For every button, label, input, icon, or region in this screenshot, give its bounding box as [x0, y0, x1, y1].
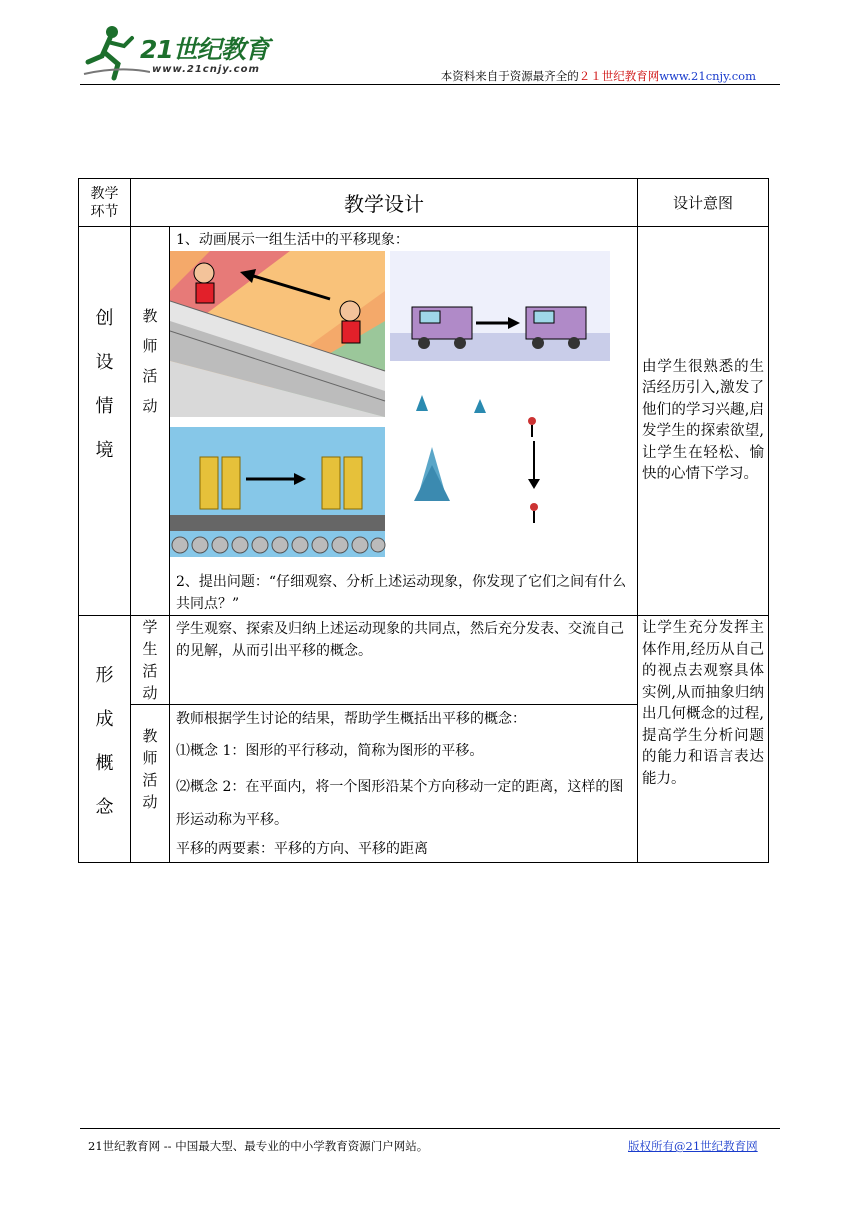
footer-divider	[80, 1128, 780, 1129]
head-design: 教学设计	[131, 179, 638, 227]
role-label-student: 学 生 活 动	[142, 618, 158, 702]
section-cell	[79, 227, 131, 616]
translation-examples-image	[170, 251, 610, 569]
content-cell	[170, 616, 638, 705]
table-row	[79, 227, 769, 616]
teacher-activity-line-1: 教师根据学生讨论的结果，帮助学生概括出平移的概念：	[176, 711, 526, 727]
logo-url: www.21cnjy.com	[152, 64, 260, 75]
teacher-activity-line-2: ⑴概念 1：图形的平行移动，简称为图形的平移。	[176, 743, 484, 759]
intent-text-2: 让学生充分发挥主体作用,经历从自己的视点去观察具体实例,从而抽象归纳出几何概念的过程,提高学生分析问题的能力和语言表达能力。	[642, 620, 764, 787]
section-cell	[79, 616, 131, 863]
content-cell	[170, 705, 638, 863]
intent-cell	[638, 616, 769, 863]
intent-text-1: 由学生很熟悉的生活经历引入,激发了他们的学习兴趣,启发学生的探索欲望,让学生在轻松、愉快的心情下学习。	[642, 358, 764, 482]
content-line-2: 2、提出问题：“仔细观察、分析上述运动现象，你发现了它们之间有什么共同点？”	[176, 574, 627, 612]
site-logo[interactable]	[80, 22, 290, 82]
role-label-teacher-2: 教 师 活 动	[142, 727, 158, 811]
footer-copyright-link[interactable]: 版权所有@21世纪教育网	[628, 1139, 758, 1153]
skier-scene	[414, 395, 540, 523]
table-row	[79, 616, 769, 705]
role-cell	[131, 616, 170, 705]
truck-scene	[390, 251, 610, 361]
translation-animation-illustration	[170, 251, 610, 571]
content-cell	[170, 227, 638, 616]
header-note-prefix: 本资料来自于资源最齐全的	[440, 69, 579, 83]
header-note-url[interactable]: www.21cnjy.com	[659, 69, 756, 83]
role-label-teacher: 教 师 活 动	[142, 307, 158, 415]
role-cell	[131, 705, 170, 863]
page-header	[80, 22, 780, 86]
escalator-scene	[170, 251, 385, 417]
section-label-concept: 形 成 概 念	[95, 665, 114, 818]
table-header-row	[79, 179, 769, 227]
head-intent: 设计意图	[638, 179, 769, 227]
role-cell	[131, 227, 170, 616]
teacher-activity-line-4: 平移的两要素：平移的方向、平移的距离	[176, 841, 428, 857]
header-note	[441, 68, 756, 84]
header-divider	[80, 84, 780, 85]
footer-left-text: 21世纪教育网 -- 中国最大型、最专业的中小学教育资源门户网站。	[88, 1139, 429, 1153]
content-line-1: 1、动画展示一组生活中的平移现象：	[176, 232, 409, 248]
teacher-activity-line-3: ⑵概念 2：在平面内，将一个图形沿某个方向移动一定的距离，这样的图形运动称为平移。	[176, 779, 624, 828]
bottles-scene	[170, 427, 385, 557]
student-activity-text: 学生观察、探索及归纳上述运动现象的共同点，然后充分发表、交流自己的见解，从而引出平移的概念。	[176, 621, 624, 659]
section-label-create: 创 设 情 境	[95, 308, 114, 461]
lesson-table	[78, 178, 769, 863]
header-note-highlight[interactable]: ２１世纪教育网	[578, 69, 660, 83]
intent-cell	[638, 227, 769, 616]
head-section: 教学 环节	[79, 179, 131, 227]
logo-text: 21世纪教育	[140, 35, 269, 64]
